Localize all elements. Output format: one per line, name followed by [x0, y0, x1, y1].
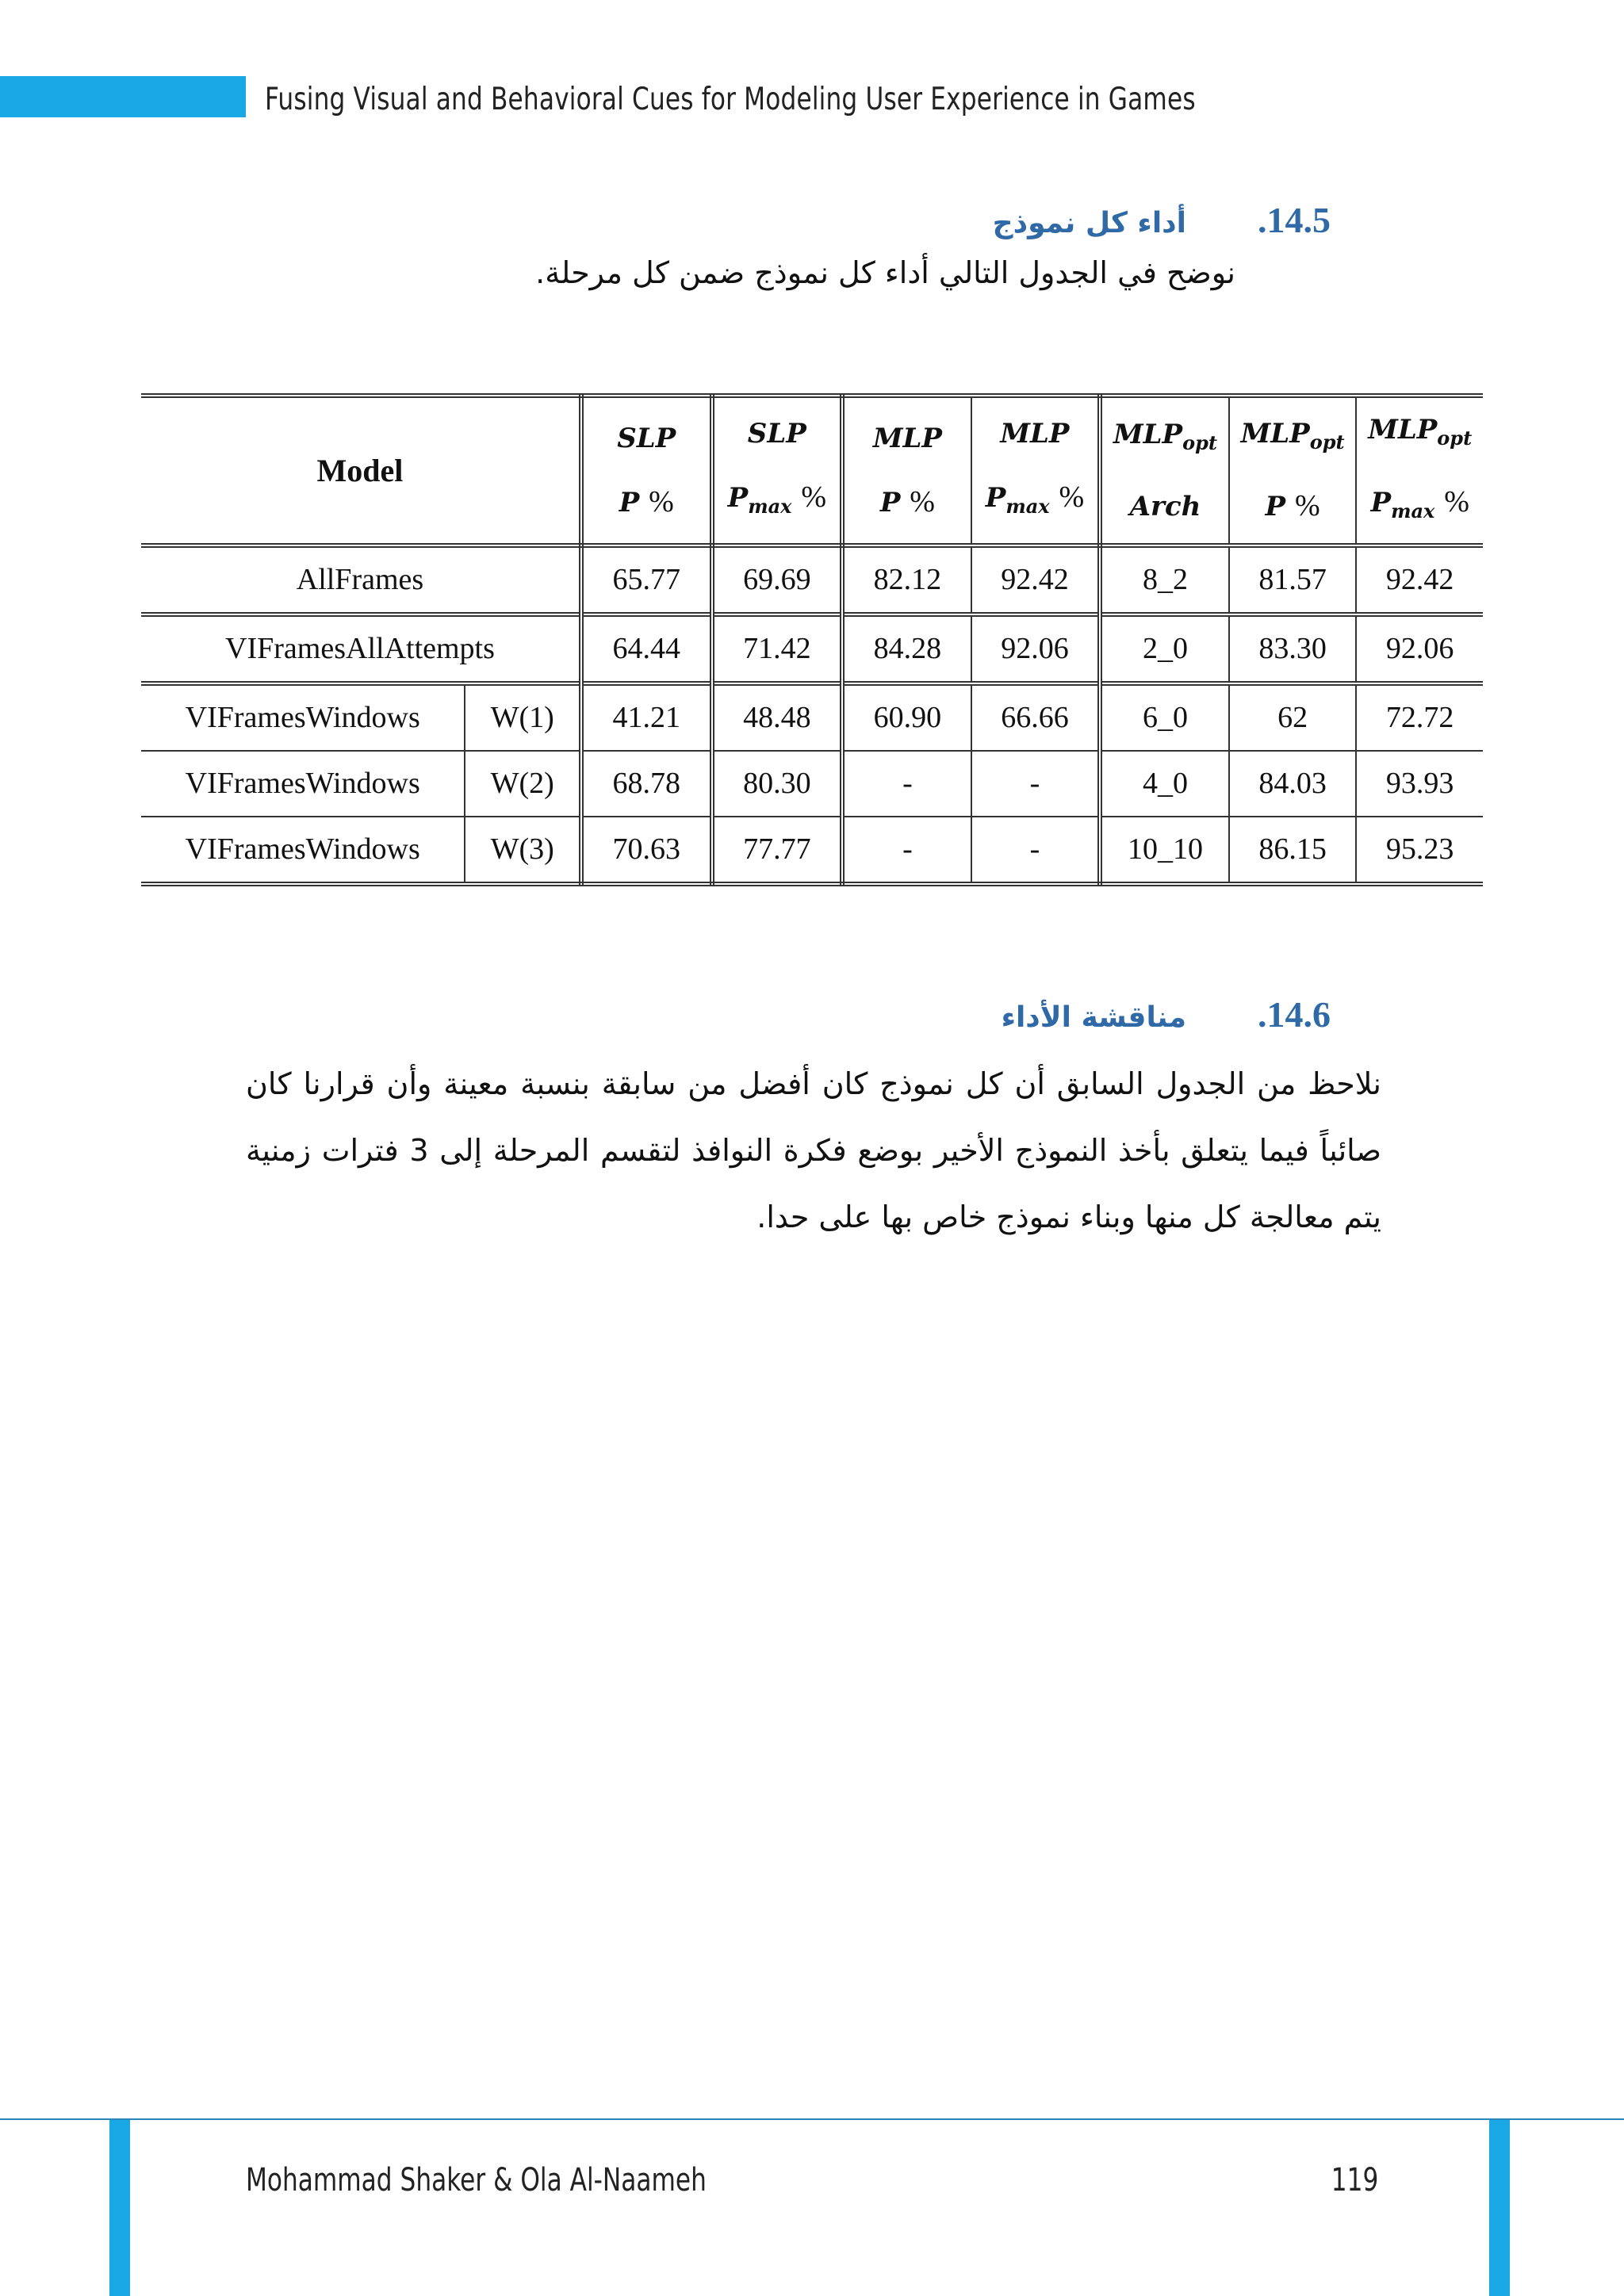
footer-authors: Mohammad Shaker & Ola Al-Naameh: [246, 2162, 707, 2198]
value-cell: 86.15: [1229, 817, 1357, 884]
value-cell: 84.28: [842, 614, 971, 683]
section-title: أداء كل نموذج: [992, 207, 1186, 239]
value-cell: 92.42: [1356, 545, 1483, 614]
model-header: Model: [141, 396, 581, 545]
value-cell: -: [971, 751, 1101, 817]
model-cell: AllFrames: [141, 545, 581, 614]
value-cell: 64.44: [581, 614, 712, 683]
value-cell: 72.72: [1356, 683, 1483, 751]
running-header-title: Fusing Visual and Behavioral Cues for Modeling User Experience in Games: [265, 82, 1196, 117]
section-heading-14-6: [1002, 991, 1331, 1039]
value-cell: 80.30: [712, 751, 843, 817]
section-title: مناقشة الأداء: [1001, 1001, 1186, 1034]
col-header: MLP P %: [842, 396, 971, 545]
discussion-paragraph: نلاحظ من الجدول السابق أن كل نموذج كان أفضل من سابقة بنسبة معينة وأن قرارنا كان صائباً فيما يتعلق بأخذ النموذج الأخير بوضع فكرة النوافذ لتقسم المرحلة إلى 3 فترات زمنية يتم معالجة كل منها وبناء نموذج خاص بها على حدا.: [246, 1066, 1381, 1234]
value-cell: 6_0: [1100, 683, 1229, 751]
window-cell: W(3): [465, 817, 581, 884]
section-number: .14.6: [1258, 994, 1331, 1035]
value-cell: 77.77: [712, 817, 843, 884]
footer-divider: [0, 2118, 1624, 2120]
value-cell: -: [842, 817, 971, 884]
table-row: [141, 683, 1483, 751]
table-row: [141, 817, 1483, 884]
model-cell: VIFramesWindows: [141, 751, 465, 817]
value-cell: 92.06: [1356, 614, 1483, 683]
value-cell: 60.90: [842, 683, 971, 751]
value-cell: 71.42: [712, 614, 843, 683]
value-cell: 8_2: [1100, 545, 1229, 614]
window-cell: W(2): [465, 751, 581, 817]
intro-paragraph: نوضح في الجدول التالي أداء كل نموذج ضمن كل مرحلة.: [535, 255, 1235, 290]
value-cell: 4_0: [1100, 751, 1229, 817]
value-cell: 2_0: [1100, 614, 1229, 683]
col-header: MLP $P_{max}$ %: [971, 396, 1101, 545]
table-row: [141, 545, 1483, 614]
table-header-row: [141, 396, 1483, 545]
value-cell: 69.69: [712, 545, 843, 614]
window-cell: W(1): [465, 683, 581, 751]
model-cell: VIFramesAllAttempts: [141, 614, 581, 683]
page-number: 119: [1331, 2162, 1378, 2198]
value-cell: 10_10: [1100, 817, 1229, 884]
value-cell: 95.23: [1356, 817, 1483, 884]
value-cell: 70.63: [581, 817, 712, 884]
value-cell: 65.77: [581, 545, 712, 614]
section-heading-14-5: [993, 197, 1331, 244]
footer-accent-bar-left: [109, 2120, 130, 2296]
results-table: [141, 393, 1483, 886]
value-cell: 41.21: [581, 683, 712, 751]
section-number: .14.5: [1258, 200, 1331, 240]
value-cell: 48.48: [712, 683, 843, 751]
col-header: $MLP_{opt}$ Arch: [1100, 396, 1229, 545]
value-cell: 82.12: [842, 545, 971, 614]
col-header: $MLP_{opt}$ P %: [1229, 396, 1357, 545]
model-cell: VIFramesWindows: [141, 683, 465, 751]
value-cell: 84.03: [1229, 751, 1357, 817]
table-row: [141, 614, 1483, 683]
value-cell: 92.42: [971, 545, 1101, 614]
col-header: $MLP_{opt}$ $P_{max}$ %: [1356, 396, 1483, 545]
value-cell: 62: [1229, 683, 1357, 751]
value-cell: 92.06: [971, 614, 1101, 683]
model-cell: VIFramesWindows: [141, 817, 465, 884]
value-cell: -: [842, 751, 971, 817]
value-cell: 93.93: [1356, 751, 1483, 817]
value-cell: -: [971, 817, 1101, 884]
value-cell: 66.66: [971, 683, 1101, 751]
col-header: SLP P %: [581, 396, 712, 545]
value-cell: 68.78: [581, 751, 712, 817]
header-accent-bar: [0, 76, 246, 117]
footer-accent-bar-right: [1489, 2120, 1510, 2296]
value-cell: 83.30: [1229, 614, 1357, 683]
table-row: [141, 751, 1483, 817]
col-header: SLP $P_{max}$ %: [712, 396, 843, 545]
value-cell: 81.57: [1229, 545, 1357, 614]
